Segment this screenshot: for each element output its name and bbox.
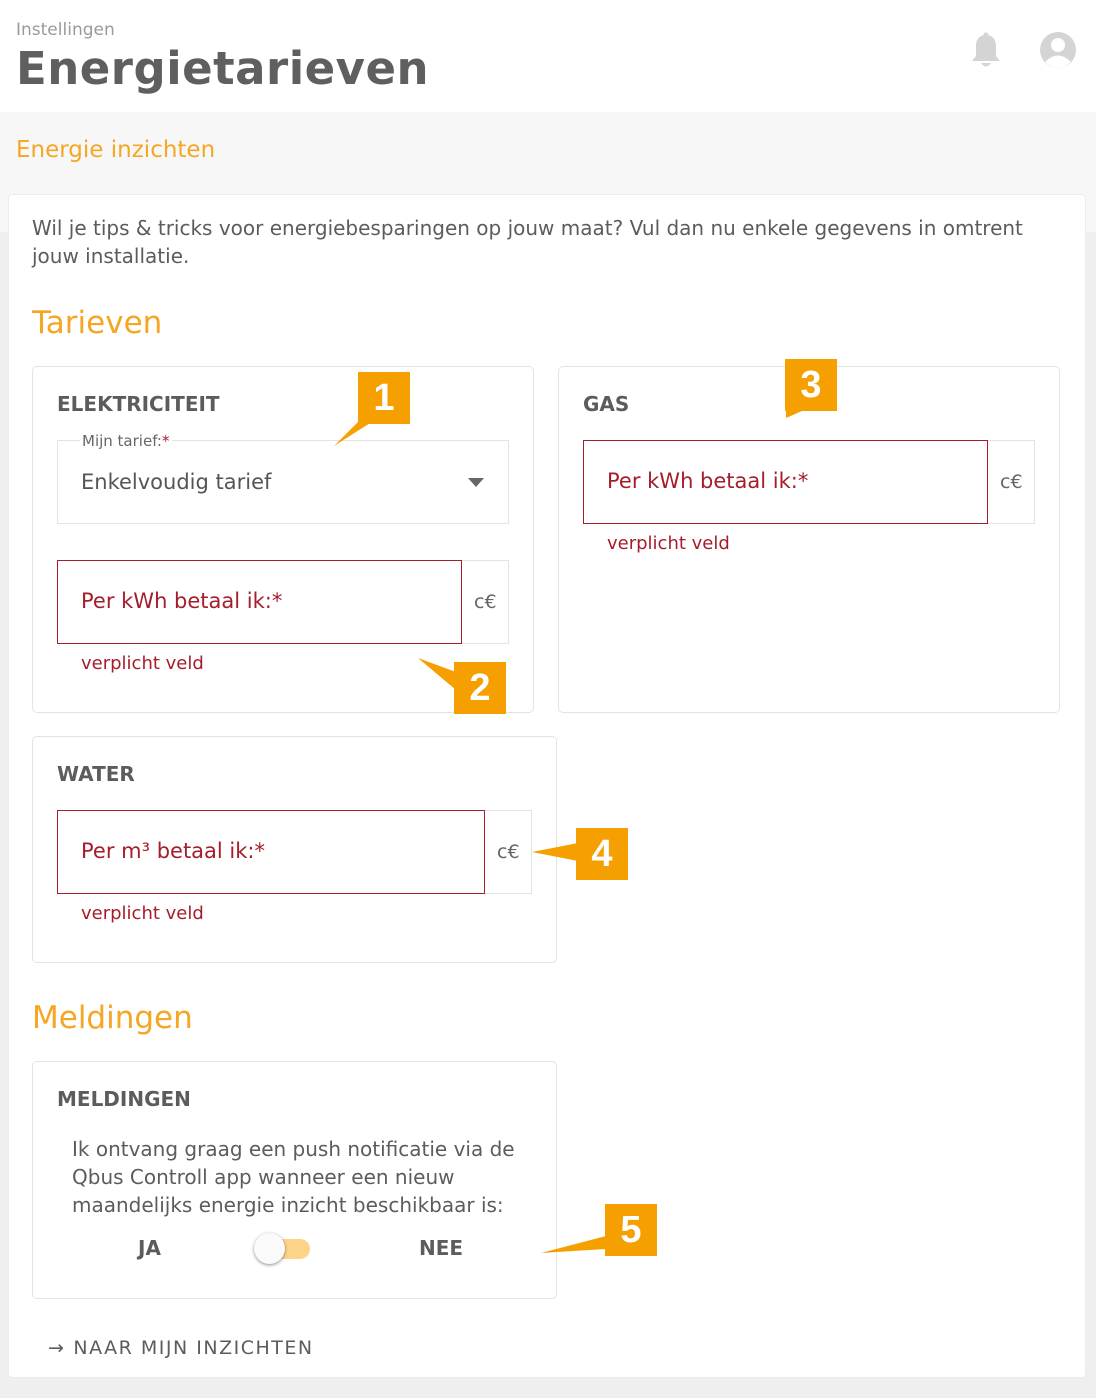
breadcrumb[interactable]: Instellingen: [16, 20, 115, 40]
tariff-select-label-text: Mijn tarief:: [82, 432, 162, 450]
notification-description: Ik ontvang graag een push notificatie via de Qbus Controll app wanneer een nieuw maandelijks energie inzicht beschikbaar is:: [72, 1137, 515, 1217]
card-title-gas: GAS: [583, 392, 630, 416]
tab-energie-inzichten[interactable]: Energie inzichten: [16, 137, 216, 163]
arrow-right-icon: →: [48, 1337, 66, 1359]
electricity-unit: c€: [474, 591, 497, 613]
page-title: Energietarieven: [16, 42, 430, 95]
callout-4: 4: [576, 828, 628, 880]
tariff-select-value: Enkelvoudig tarief: [81, 470, 272, 494]
toggle-label-ja: JA: [138, 1236, 161, 1260]
callout-arrow-2: [418, 658, 456, 690]
callout-arrow-4: [532, 843, 578, 861]
gas-unit: c€: [1000, 471, 1023, 493]
callout-2: 2: [454, 662, 506, 714]
required-marker: *: [162, 432, 170, 450]
card-title-elektriciteit: ELEKTRICITEIT: [57, 392, 220, 416]
gas-price-label: Per kWh betaal ik:*: [607, 469, 809, 493]
card-title-meldingen: MELDINGEN: [57, 1087, 191, 1111]
gas-error: verplicht veld: [607, 533, 730, 554]
water-error: verplicht veld: [81, 903, 204, 924]
card-title-water: WATER: [57, 762, 135, 786]
callout-5: 5: [605, 1204, 657, 1256]
callout-3: 3: [785, 359, 837, 411]
electricity-error: verplicht veld: [81, 653, 204, 674]
intro-text: Wil je tips & tricks voor energiebesparingen op jouw maat? Vul dan nu enkele gegevens in omtrent jouw installatie.: [32, 216, 1023, 268]
callout-1: 1: [358, 372, 410, 424]
section-title-tarieven: Tarieven: [32, 305, 163, 341]
toggle-label-nee: NEE: [419, 1236, 464, 1260]
go-to-insights-label: NAAR MIJN INZICHTEN: [73, 1337, 314, 1359]
water-price-label: Per m³ betaal ik:*: [81, 839, 265, 863]
section-title-meldingen: Meldingen: [32, 1000, 193, 1036]
water-unit: c€: [497, 841, 520, 863]
electricity-price-label: Per kWh betaal ik:*: [81, 589, 283, 613]
callout-arrow-5: [541, 1236, 606, 1253]
